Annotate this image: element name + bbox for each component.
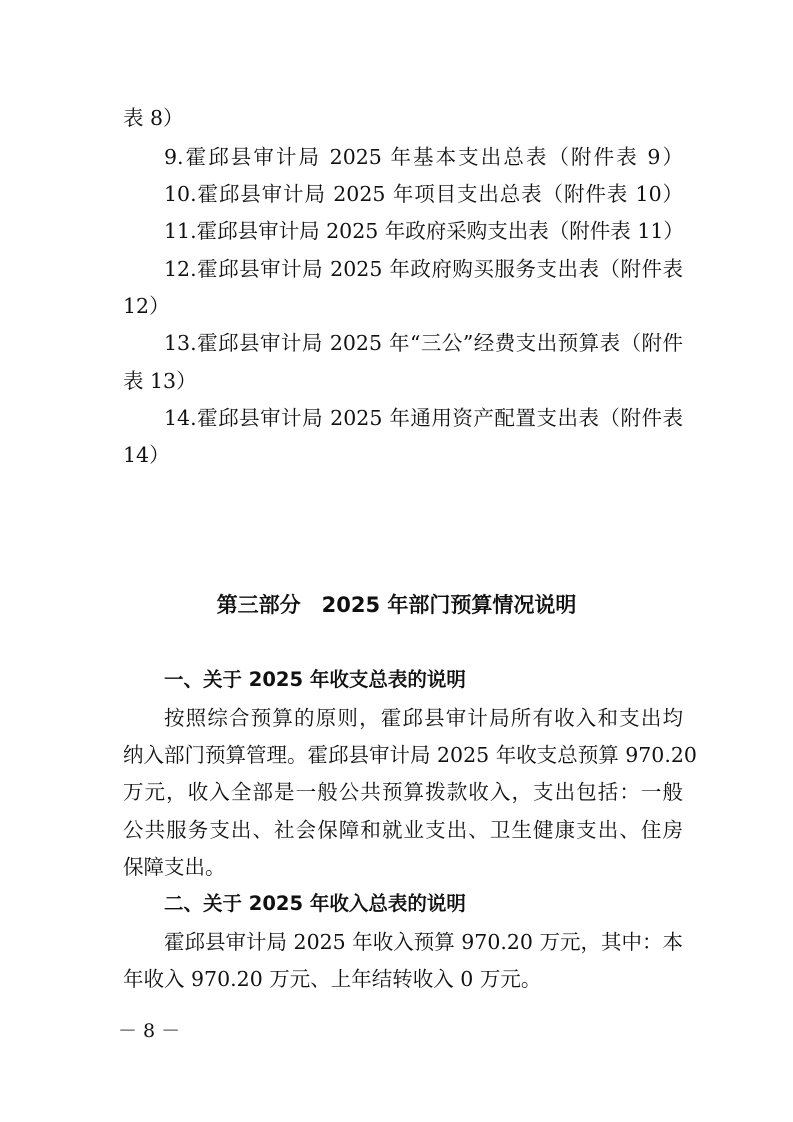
section1-line-4: 公共服务支出、社会保障和就业支出、卫生健康支出、住房: [123, 818, 683, 842]
section-title: 第三部分 2025 年部门预算情况说明: [216, 593, 577, 617]
list-item-13-cont: 表 13）: [123, 369, 197, 393]
list-line-1: 表 8）: [123, 106, 184, 130]
section1-heading: 一、关于 2025 年收支总表的说明: [164, 668, 466, 691]
section1-line-2: 纳入部门预算管理。霍邱县审计局 2025 年收支总预算 970.20: [123, 743, 697, 767]
section1-line-1: 按照综合预算的原则，霍邱县审计局所有收入和支出均: [164, 706, 683, 730]
list-item-11: 11.霍邱县审计局 2025 年政府采购支出表（附件表 11）: [164, 219, 684, 243]
list-item-9: 9.霍邱县审计局 2025 年基本支出总表（附件表 9）: [164, 145, 683, 169]
section2-heading: 二、关于 2025 年收入总表的说明: [164, 892, 466, 915]
list-item-14-cont: 14）: [123, 443, 170, 467]
section1-line-5: 保障支出。: [123, 855, 226, 879]
list-item-14: 14.霍邱县审计局 2025 年通用资产配置支出表（附件表: [164, 406, 683, 430]
section2-line-1: 霍邱县审计局 2025 年收入预算 970.20 万元，其中：本: [164, 930, 683, 954]
list-item-12-cont: 12）: [123, 294, 170, 318]
section2-line-2: 年收入 970.20 万元、上年结转收入 0 万元。: [123, 967, 542, 991]
list-item-10: 10.霍邱县审计局 2025 年项目支出总表（附件表 10）: [164, 182, 683, 206]
list-item-13: 13.霍邱县审计局 2025 年“三公”经费支出预算表（附件: [164, 331, 683, 355]
section1-line-3: 万元，收入全部是一般公共预算拨款收入，支出包括：一般: [123, 780, 683, 804]
list-item-12: 12.霍邱县审计局 2025 年政府购买服务支出表（附件表: [164, 257, 683, 281]
page-number: － 8 －: [118, 1020, 181, 1042]
